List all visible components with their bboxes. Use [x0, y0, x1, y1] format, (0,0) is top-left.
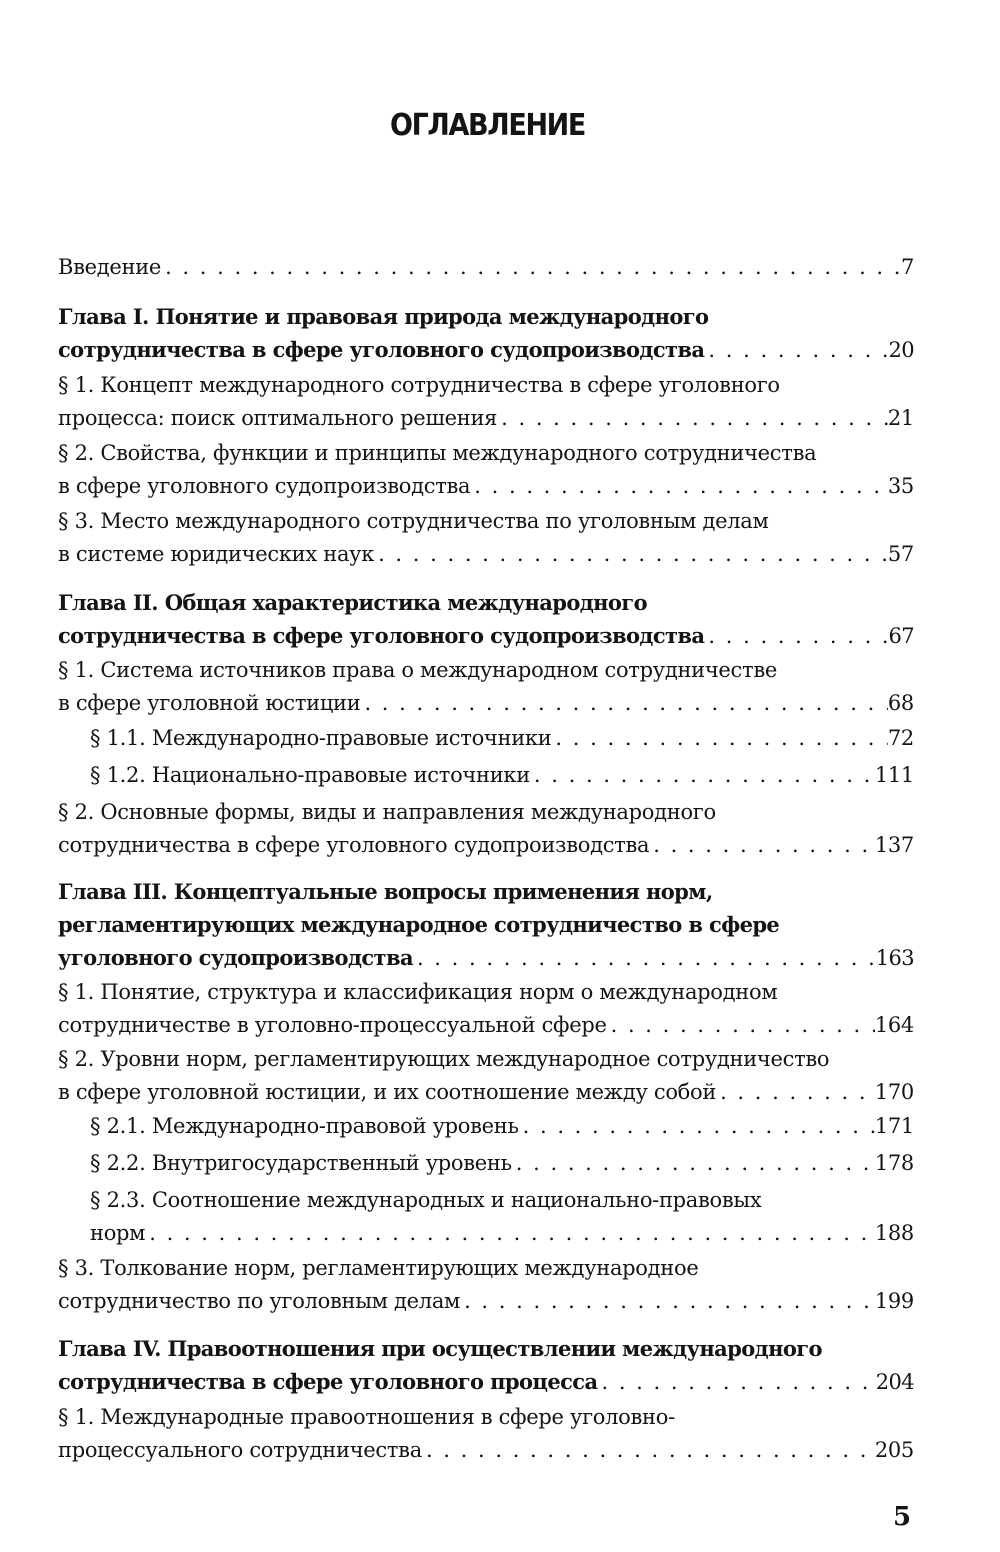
toc-entry-text: § 3. Толкование норм, регламентирующих международное: [58, 1256, 699, 1280]
toc-entry-line: [58, 250, 914, 284]
toc-page-number: 7: [900, 255, 914, 279]
dot-leader: [360, 686, 887, 720]
toc-entry-text: регламентирующих международное сотрудничество в сфере: [58, 912, 780, 937]
toc-entry-line: [58, 537, 914, 571]
toc-entry-text: § 1. Концепт международного сотрудничества в сфере уголовного: [58, 373, 780, 397]
toc-entry-line: [58, 504, 914, 538]
toc-entry-text: § 1. Система источников права о международном сотрудничестве: [58, 658, 777, 682]
dot-leader: [649, 828, 875, 862]
toc-entry-text: § 2. Уровни норм, регламентирующих международное сотрудничество: [58, 1047, 830, 1071]
toc-entry-line: [58, 828, 914, 862]
dot-leader: [607, 1008, 875, 1042]
page-number: 5: [893, 1502, 912, 1532]
toc-page-number: 163: [875, 946, 914, 970]
toc-entry-line: [58, 686, 914, 720]
dot-leader: [374, 537, 888, 571]
dot-leader: [497, 401, 888, 435]
toc-entry-text: Глава II. Общая характеристика международного: [58, 590, 647, 615]
toc-page-number: 188: [874, 1221, 914, 1245]
toc-entry-text: уголовного судопроизводства: [58, 945, 413, 970]
toc-page-number: 164: [874, 1013, 914, 1037]
toc-entry-text: Глава IV. Правоотношения при осуществлении международного: [58, 1336, 822, 1361]
dot-leader: [470, 469, 888, 503]
toc-entry-text: Глава I. Понятие и правовая природа международного: [58, 304, 709, 329]
toc-entry-line: [58, 1008, 914, 1042]
toc-entry-text: в сфере уголовной юстиции: [58, 691, 361, 715]
toc-page-number: 137: [874, 833, 914, 857]
toc-entry-line: [58, 368, 914, 402]
toc-entry-line: [90, 758, 914, 792]
toc-chapter-line: [58, 333, 914, 367]
toc-entry-line: [58, 1284, 914, 1318]
toc-entry-line: [58, 436, 914, 470]
toc-chapter-line: [58, 1332, 914, 1366]
toc-entry-text: сотрудничество по уголовным делам: [58, 1289, 461, 1313]
dot-leader: [512, 1146, 875, 1180]
toc-page-number: 57: [887, 542, 914, 566]
dot-leader: [145, 1216, 875, 1250]
toc-entry-line: [58, 975, 914, 1009]
toc-chapter-line: [58, 908, 914, 942]
toc-entry-line: [58, 469, 914, 503]
dot-leader: [422, 1433, 875, 1467]
toc-entry-text: § 3. Место международного сотрудничества по уголовным делам: [58, 509, 769, 533]
toc-entry-text: § 2. Свойства, функции и принципы международного сотрудничества: [58, 441, 817, 465]
toc-entry-line: [58, 1433, 914, 1467]
toc-entry-line: [58, 653, 914, 687]
toc-entry-text: § 2.3. Соотношение международных и национально-правовых: [90, 1188, 762, 1212]
toc-entry-text: § 1.1. Международно-правовые источники: [90, 726, 552, 750]
toc-entry-line: [58, 1042, 914, 1076]
toc-entry-line: [58, 1400, 914, 1434]
toc-page-number: 67: [888, 624, 914, 648]
toc-entry-line: [58, 1075, 914, 1109]
toc-entry-line: [90, 721, 914, 755]
toc-entry-text: сотрудничества в сфере уголовного процесса: [58, 1369, 598, 1394]
toc-chapter-line: [58, 619, 914, 653]
toc-entry-line: [90, 1146, 914, 1180]
dot-leader: [161, 250, 901, 284]
toc-entry-text: сотрудничестве в уголовно-процессуальной сфере: [58, 1013, 607, 1037]
toc-entry-line: [90, 1216, 914, 1250]
toc-page-number: 171: [874, 1114, 914, 1138]
toc-page-number: 111: [874, 763, 914, 787]
dot-leader: [530, 758, 875, 792]
toc-entry-text: § 2. Основные формы, виды и направления международного: [58, 800, 716, 824]
page-title: ОГЛАВЛЕНИЕ: [389, 108, 586, 143]
toc-entry-text: в сфере уголовного судопроизводства: [58, 474, 471, 498]
dot-leader: [519, 1109, 875, 1143]
dot-leader: [704, 333, 888, 367]
toc-entry-line: [90, 1109, 914, 1143]
toc-chapter-line: [58, 941, 914, 975]
dot-leader: [704, 619, 888, 653]
toc-page-number: 170: [874, 1080, 914, 1104]
dot-leader: [413, 941, 876, 975]
toc-entry-text: Глава III. Концептуальные вопросы применения норм,: [58, 879, 713, 904]
toc-page-number: 68: [887, 691, 914, 715]
toc-entry-line: [58, 795, 914, 829]
dot-leader: [551, 721, 887, 755]
toc-entry-text: сотрудничества в сфере уголовного судопроизводства: [58, 337, 705, 362]
dot-leader: [597, 1365, 875, 1399]
toc-page-number: 35: [887, 474, 914, 498]
toc-page-number: 20: [888, 338, 914, 362]
toc-page-number: 205: [874, 1438, 914, 1462]
dot-leader: [716, 1075, 875, 1109]
toc-page-number: 21: [887, 406, 914, 430]
toc-entry-text: Введение: [58, 255, 162, 279]
toc-entry-text: в системе юридических наук: [58, 542, 375, 566]
toc-entry-text: § 1. Международные правоотношения в сфере уголовно-: [58, 1405, 675, 1429]
toc-entry-text: в сфере уголовной юстиции, и их соотношение между собой: [58, 1080, 717, 1104]
toc-entry-line: [58, 1251, 914, 1285]
toc-chapter-line: [58, 875, 914, 909]
toc-entry-text: норм: [90, 1221, 146, 1245]
toc-page-number: 199: [874, 1289, 914, 1313]
toc-page-number: 204: [875, 1370, 914, 1394]
toc-chapter-line: [58, 300, 914, 334]
toc-page-number: 178: [874, 1151, 914, 1175]
toc-chapter-line: [58, 1365, 914, 1399]
toc-page-number: 72: [887, 726, 914, 750]
toc-entry-text: процесса: поиск оптимального решения: [58, 406, 498, 430]
toc-entry-text: § 2.2. Внутригосударственный уровень: [90, 1151, 512, 1175]
toc-entry-text: процессуального сотрудничества: [58, 1438, 422, 1462]
toc-entry-text: § 1. Понятие, структура и классификация норм о международном: [58, 980, 778, 1004]
toc-entry-text: сотрудничества в сфере уголовного судопроизводства: [58, 623, 705, 648]
toc-entry-text: сотрудничества в сфере уголовного судопроизводства: [58, 833, 650, 857]
toc-entry-text: § 2.1. Международно-правовой уровень: [90, 1114, 519, 1138]
toc-chapter-line: [58, 586, 914, 620]
toc-entry-line: [90, 1183, 914, 1217]
toc-entry-line: [58, 401, 914, 435]
toc-entry-text: § 1.2. Национально-правовые источники: [90, 763, 530, 787]
dot-leader: [460, 1284, 875, 1318]
